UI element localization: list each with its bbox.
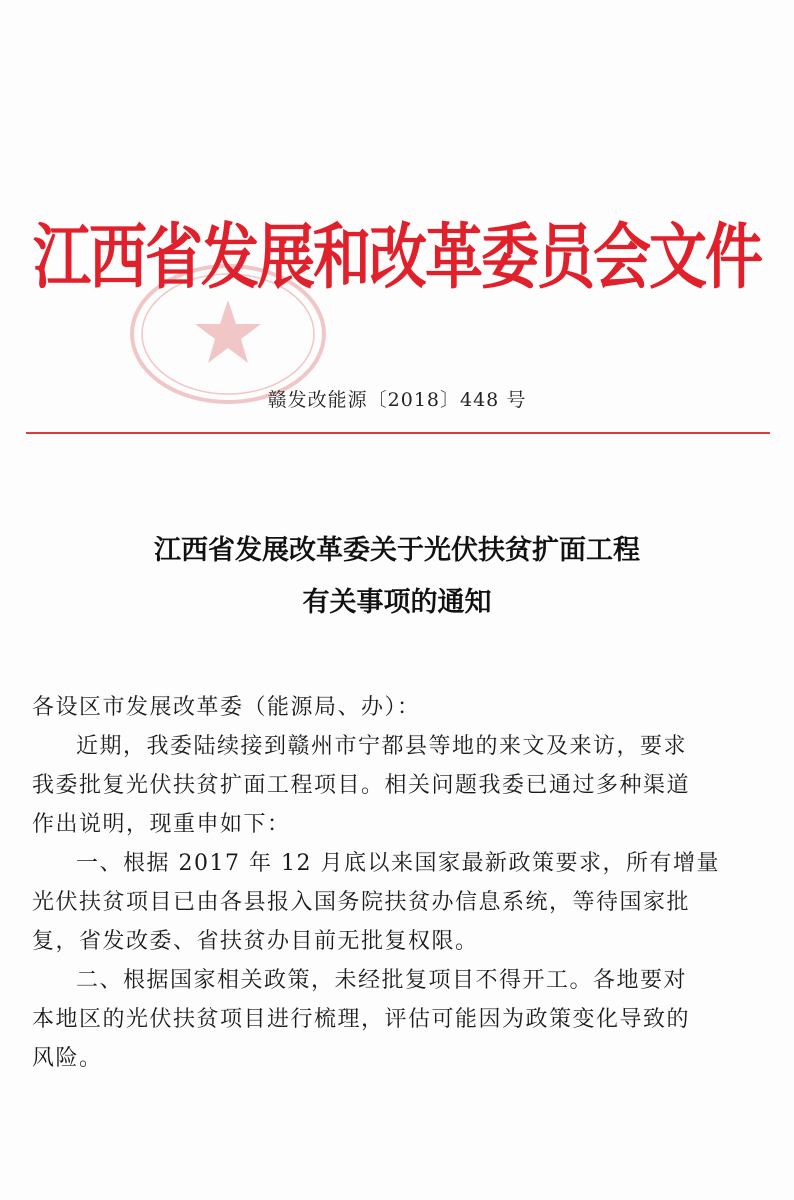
paragraph-line: 一、根据 2017 年 12 月底以来国家最新政策要求，所有增量 [76, 851, 720, 876]
paragraph-2 [32, 844, 772, 961]
header-divider [26, 432, 770, 434]
paragraph-line: 复，省发改委、省扶贫办目前无批复权限。 [32, 929, 479, 954]
paragraph-line: 作出说明，现重申如下： [32, 812, 291, 837]
paragraph-line: 近期，我委陆续接到赣州市宁都县等地的来文及来访，要求 [76, 734, 688, 759]
paragraph-line: 我委批复光伏扶贫扩面工程项目。相关问题我委已通过多种渠道 [32, 773, 691, 798]
paragraph-3 [32, 961, 772, 1078]
paragraph-line: 光伏扶贫项目已由各县报入国务院扶贫办信息系统，等待国家批 [32, 890, 691, 915]
document-number: 赣发改能源〔2018〕448 号 [267, 389, 527, 411]
paragraph-line: 本地区的光伏扶贫项目进行梳理，评估可能因为政策变化导致的 [32, 1007, 691, 1032]
paragraph-1 [32, 727, 772, 844]
issuer-header-title: 江西省发展和改革委员会文件 [32, 215, 761, 299]
notice-title-line-1: 江西省发展改革委关于光伏扶贫扩面工程 [154, 535, 640, 566]
notice-title-line-2: 有关事项的通知 [302, 587, 492, 618]
salutation: 各设区市发展改革委（能源局、办）： [32, 695, 421, 720]
paragraph-line: 二、根据国家相关政策，未经批复项目不得开工。各地要对 [76, 968, 688, 993]
body-text [32, 688, 772, 1078]
paragraph-line: 风险。 [32, 1046, 103, 1071]
